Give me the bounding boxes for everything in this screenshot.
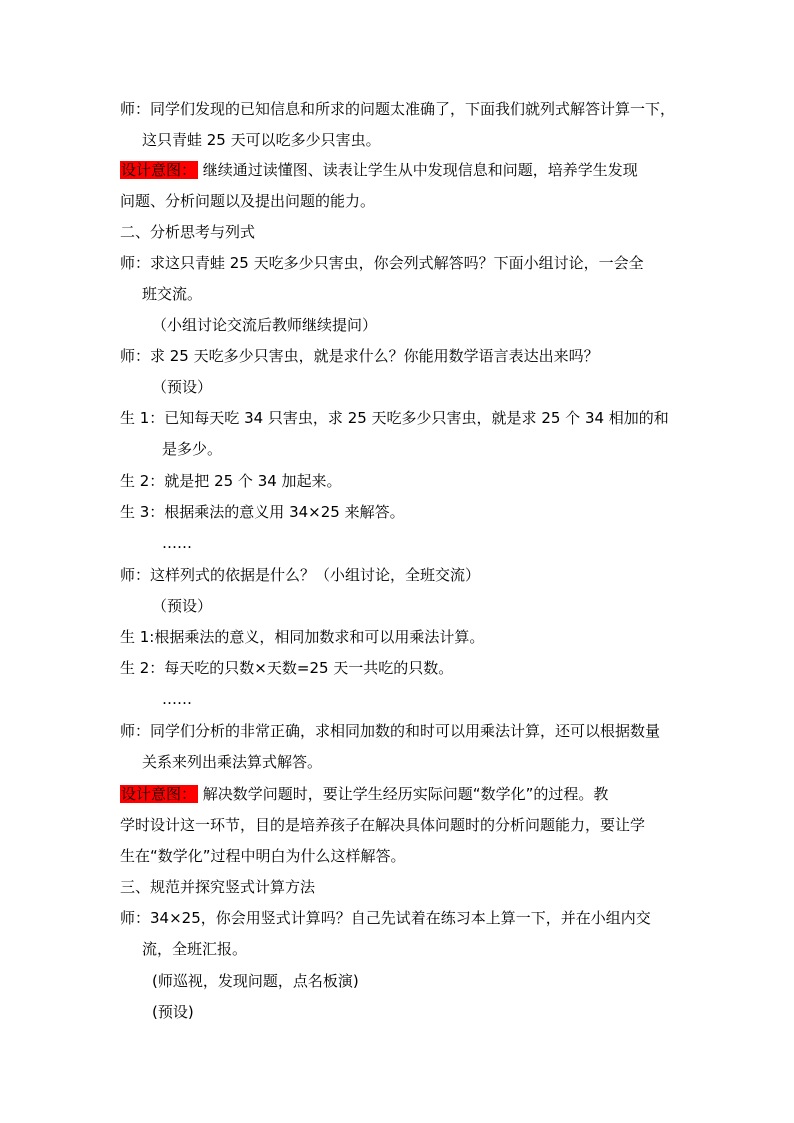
section-heading: 三、规范并探究竖式计算方法 xyxy=(120,878,316,896)
paragraph-line: 是多少。 xyxy=(162,440,223,458)
paragraph-line: 师：34×25，你会用竖式计算吗？自己先试着在练习本上算一下，并在小组内交 xyxy=(120,909,651,927)
paragraph-line: (预设) xyxy=(152,1003,194,1021)
paragraph-line: 生 3：根据乘法的意义用 34×25 来解答。 xyxy=(120,503,405,521)
paragraph-line: (师巡视，发现问题，点名板演) xyxy=(152,972,359,990)
paragraph-line: 问题、分析问题以及提出问题的能力。 xyxy=(120,192,376,210)
paragraph-line: 这只青蛙 25 天可以吃多少只害虫。 xyxy=(142,131,381,149)
paragraph-line: 生 1:根据乘法的意义，相同加数求和可以用乘法计算。 xyxy=(120,628,485,646)
ellipsis: …… xyxy=(162,690,192,708)
paragraph-line: 生 2：就是把 25 个 34 加起来。 xyxy=(120,472,342,490)
paragraph-line: 生 1：已知每天吃 34 只害虫，求 25 天吃多少只害虫，就是求 25 个 34 相加的和 xyxy=(120,409,669,427)
paragraph-line: （预设） xyxy=(152,597,213,615)
design-intent-label: 设计意图： xyxy=(121,161,197,179)
paragraph-line: 流，全班汇报。 xyxy=(142,940,248,958)
paragraph-line: 关系来列出乘法算式解答。 xyxy=(142,753,323,771)
paragraph-line: 师：求这只青蛙 25 天吃多少只害虫，你会列式解答吗？下面小组讨论，一会全 xyxy=(120,254,644,272)
design-intent-line xyxy=(120,159,638,181)
paragraph-line: 师：求 25 天吃多少只害虫，就是求什么？你能用数学语言表达出来吗？ xyxy=(120,347,599,365)
paragraph-line: 师：这样列式的依据是什么？（小组讨论，全班交流） xyxy=(120,566,481,584)
paragraph-line: 生 2：每天吃的只数×天数=25 天一共吃的只数。 xyxy=(120,659,454,677)
paragraph-line: 师：同学们分析的非常正确，求相同加数的和时可以用乘法计算，还可以根据数量 xyxy=(120,722,661,740)
paragraph-line: （小组讨论交流后教师继续提问） xyxy=(152,316,378,334)
paragraph-text: 解决数学问题时，要让学生经历实际问题“数学化”的过程。教 xyxy=(202,785,609,803)
paragraph-line: 班交流。 xyxy=(142,285,203,303)
design-intent-label: 设计意图： xyxy=(121,785,197,803)
paragraph-text: 继续通过读懂图、读表让学生从中发现信息和问题，培养学生发现 xyxy=(202,161,638,179)
paragraph-line: （预设） xyxy=(152,378,213,396)
paragraph-line: 师：同学们发现的已知信息和所求的问题太准确了，下面我们就列式解答计算一下， xyxy=(120,100,676,118)
design-intent-line xyxy=(120,783,608,805)
ellipsis: …… xyxy=(162,534,192,552)
paragraph-line: 生在“数学化”过程中明白为什么这样解答。 xyxy=(120,847,406,865)
section-heading: 二、分析思考与列式 xyxy=(120,223,256,241)
paragraph-line: 学时设计这一环节，目的是培养孩子在解决具体问题时的分析问题能力，要让学 xyxy=(120,816,646,834)
